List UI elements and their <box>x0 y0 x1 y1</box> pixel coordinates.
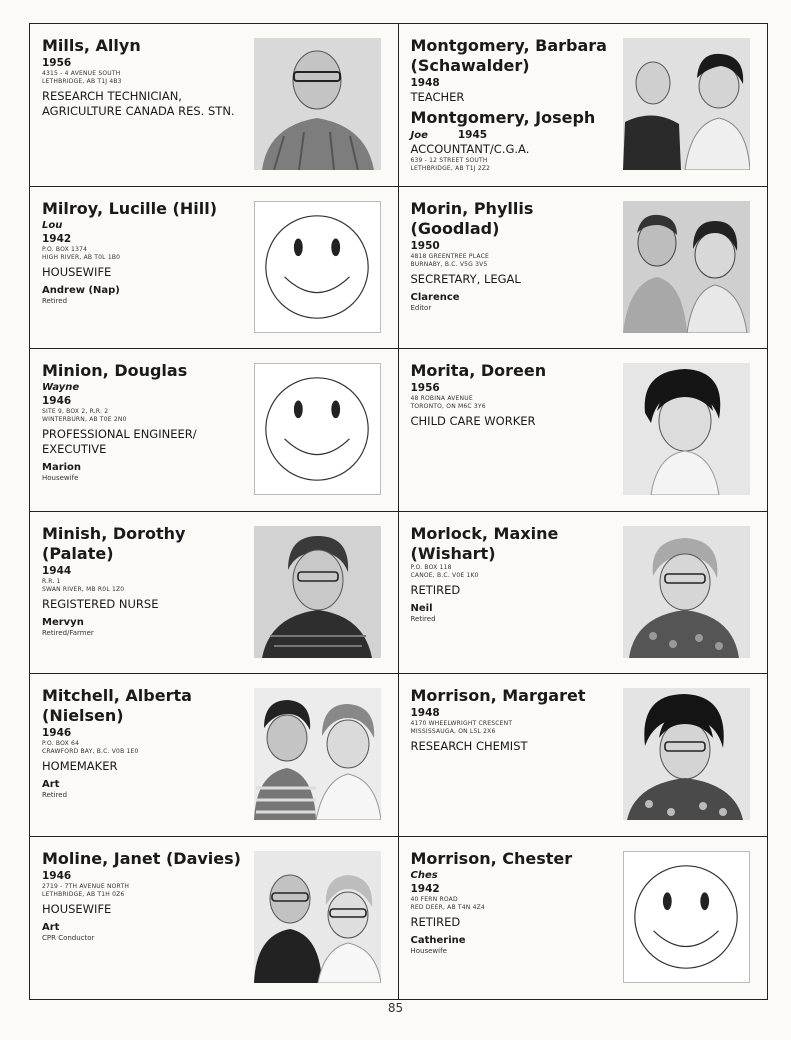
entry-spouse: Art <box>42 921 60 933</box>
entry-info <box>42 524 242 638</box>
entry-spouse: Art <box>42 779 60 790</box>
entry-name: Mitchell, Alberta <box>42 686 192 705</box>
portrait-photo <box>623 201 750 333</box>
entry-occupation: REGISTERED NURSE <box>42 596 159 611</box>
entry-address-line: 639 - 12 STREET SOUTH <box>410 157 488 164</box>
entry-year: 1944 <box>42 564 72 577</box>
entry-info <box>411 849 611 956</box>
entry-year: 1948 <box>410 77 440 89</box>
entry-info <box>411 686 611 754</box>
entry-address-line: P.O. BOX 118 <box>410 563 452 571</box>
entry-address-line: MISSISSAUGA, ON L5L 2X6 <box>410 728 496 735</box>
entry-card <box>30 674 399 837</box>
entry-occupation: HOMEMAKER <box>42 759 118 773</box>
entry-occupation: RETIRED <box>410 582 461 597</box>
entry-occupation: AGRICULTURE CANADA RES. STN. <box>42 104 235 118</box>
entry-year: 1946 <box>42 727 72 739</box>
entry-name: Morlock, Maxine <box>410 523 559 543</box>
entry-address-line: 4170 WHEELWRIGHT CRESCENT <box>410 720 513 727</box>
entry-card <box>30 349 399 512</box>
portrait-photo <box>254 38 381 170</box>
smiley-face-placeholder-icon <box>254 201 381 333</box>
entry-spouse-occupation: Housewife <box>410 946 447 955</box>
entry-nickname: Wayne <box>42 382 80 393</box>
portrait-photo <box>254 688 381 820</box>
entry-info <box>42 686 242 800</box>
entry-address-line: 40 FERN ROAD <box>410 895 458 903</box>
entry-second-occupation: ACCOUNTANT/C.G.A. <box>410 142 530 156</box>
entry-year: 1950 <box>410 239 440 252</box>
entry-address-line: WINTERBURN, AB T0E 2N0 <box>42 416 127 423</box>
entry-second-year: 1945 <box>457 129 488 141</box>
entry-spouse: Andrew (Nap) <box>42 284 120 296</box>
entry-occupation: RETIRED <box>410 914 461 929</box>
entry-spouse-occupation: Retired <box>42 791 68 799</box>
entry-card <box>399 674 768 837</box>
entry-spouse-occupation: Housewife <box>42 474 79 482</box>
entry-card <box>399 512 768 675</box>
portrait-photo <box>623 688 750 820</box>
entry-card <box>30 512 399 675</box>
entry-name: Morita, Doreen <box>410 361 547 380</box>
page-number: 85 <box>387 1001 404 1015</box>
entry-info <box>42 199 242 306</box>
entry-occupation: EXECUTIVE <box>42 442 107 456</box>
portrait-photo <box>623 363 750 495</box>
entry-address-line: CRAWFORD BAY, B.C. V0B 1E0 <box>42 748 139 755</box>
entry-name: Mills, Allyn <box>42 36 141 55</box>
entry-year: 1946 <box>42 395 72 407</box>
entry-nickname: Lou <box>42 219 63 231</box>
entry-card <box>399 837 768 1000</box>
entry-spouse: Clarence <box>410 291 460 303</box>
entry-card <box>30 187 399 350</box>
entry-info <box>411 36 611 173</box>
entry-address-line: LETHBRIDGE, AB T1J 2Z2 <box>410 165 491 172</box>
entry-info <box>411 361 611 429</box>
entry-name: Milroy, Lucille (Hill) <box>42 198 218 218</box>
entry-info <box>42 849 242 943</box>
entry-address-line: 4315 - 4 AVENUE SOUTH <box>42 70 121 77</box>
entry-address-line: SWAN RIVER, MB R0L 1Z0 <box>42 585 125 593</box>
entry-spouse-occupation: Retired/Farmer <box>42 628 94 637</box>
entry-spouse: Mervyn <box>42 616 84 628</box>
portrait-photo <box>623 526 750 658</box>
entry-spouse: Neil <box>410 602 433 614</box>
entry-name: Morrison, Chester <box>410 848 573 868</box>
entry-occupation: HOUSEWIFE <box>42 264 112 279</box>
entry-maiden-name: (Goodlad) <box>410 218 500 238</box>
entry-address-line: LETHBRIDGE, AB T1J 4B3 <box>42 78 122 85</box>
portrait-photo <box>623 38 750 170</box>
entry-name: Moline, Janet (Davies) <box>42 848 241 868</box>
entry-spouse-occupation: CPR Conductor <box>42 933 95 942</box>
entry-name: Montgomery, Barbara <box>410 36 607 55</box>
entry-address-line: 4818 GREENTREE PLACE <box>410 252 489 260</box>
entry-spouse-occupation: Retired <box>42 296 68 305</box>
entry-address-line: R.R. 1 <box>42 577 61 585</box>
entry-spouse-occupation: Editor <box>410 303 432 312</box>
entry-name: Minish, Dorothy <box>42 523 186 543</box>
entry-occupation: PROFESSIONAL ENGINEER/ <box>42 427 197 441</box>
entry-spouse: Marion <box>42 462 82 473</box>
entry-year: 1942 <box>42 232 72 245</box>
entry-occupation: TEACHER <box>410 90 465 104</box>
entry-occupation: CHILD CARE WORKER <box>410 414 536 428</box>
entry-card <box>399 24 768 187</box>
entry-info <box>42 36 242 119</box>
entry-year: 1942 <box>410 882 440 895</box>
entry-occupation: SECRETARY, LEGAL <box>410 271 521 286</box>
entry-address-line: 48 ROBINA AVENUE <box>410 395 473 402</box>
entry-address-line: 2719 - 7TH AVENUE NORTH <box>42 882 130 890</box>
entry-occupation: RESEARCH TECHNICIAN, <box>42 89 182 103</box>
entry-spouse: Catherine <box>410 934 466 946</box>
entry-address-line: P.O. BOX 1374 <box>42 245 88 253</box>
portrait-photo <box>254 851 381 983</box>
entry-address-line: BURNABY, B.C. V5G 3V5 <box>410 260 488 268</box>
entry-maiden-name: (Schawalder) <box>410 56 530 75</box>
smiley-face-placeholder-icon <box>254 363 381 495</box>
entry-card <box>30 24 399 187</box>
entry-spouse-occupation: Retired <box>410 614 436 623</box>
directory-grid <box>29 23 768 1000</box>
entry-occupation: RESEARCH CHEMIST <box>410 739 528 753</box>
entry-address-line: SITE 9, BOX 2, R.R. 2 <box>42 408 109 415</box>
entry-info <box>411 199 611 313</box>
entry-year: 1956 <box>410 382 440 394</box>
entry-second-name: Montgomery, Joseph <box>410 108 596 127</box>
entry-address-line: P.O. BOX 64 <box>42 740 80 747</box>
entry-address-line: TORONTO, ON M6C 3Y6 <box>410 403 486 410</box>
entry-year: 1956 <box>42 57 72 69</box>
entry-address-line: LETHBRIDGE, AB T1H 0Z6 <box>42 890 125 898</box>
entry-info <box>411 524 611 624</box>
entry-occupation: HOUSEWIFE <box>42 901 112 916</box>
entry-info <box>42 361 242 483</box>
entry-address-line: CANOE, B.C. V0E 1K0 <box>410 571 479 579</box>
entry-name: Morin, Phyllis <box>410 198 534 218</box>
entry-year: 1946 <box>42 869 72 882</box>
entry-maiden-name: (Wishart) <box>410 543 496 563</box>
entry-year: 1948 <box>410 707 440 719</box>
entry-name: Morrison, Margaret <box>410 686 586 705</box>
entry-address-line: RED DEER, AB T4N 4Z4 <box>410 903 485 911</box>
entry-second-nickname: Joe <box>410 130 428 141</box>
smiley-face-placeholder-icon <box>623 851 750 983</box>
entry-card <box>30 837 399 1000</box>
entry-address-line: HIGH RIVER, AB T0L 1B0 <box>42 253 121 261</box>
entry-maiden-name: (Palate) <box>42 543 114 563</box>
portrait-photo <box>254 526 381 658</box>
entry-nickname: Ches <box>410 869 438 881</box>
entry-card <box>399 349 768 512</box>
entry-maiden-name: (Nielsen) <box>42 706 124 725</box>
entry-card <box>399 187 768 350</box>
entry-name: Minion, Douglas <box>42 361 188 380</box>
